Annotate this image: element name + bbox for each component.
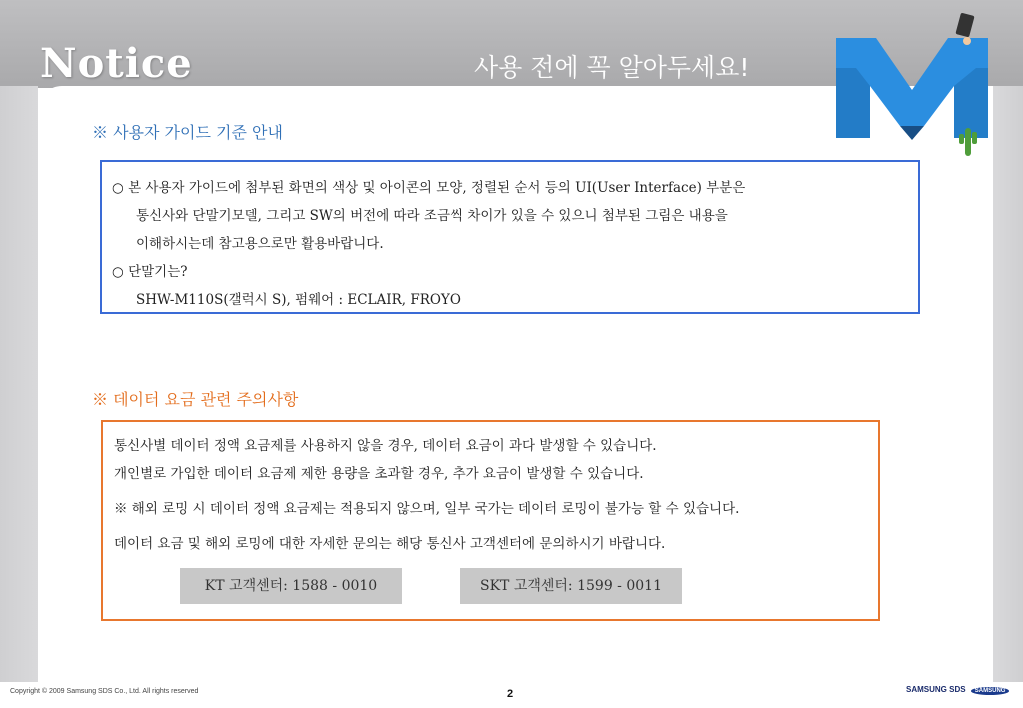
fee-line-3: ※ 해외 로밍 시 데이터 정액 요금제는 적용되지 않으며, 일부 국가는 데이터 로밍이 불가능 할 수 있습니다. (114, 501, 740, 517)
fee-line-2: 개인별로 가입한 데이터 요금제 제한 용량을 초과할 경우, 추가 요금이 발생할 수 있습니다. (114, 466, 644, 482)
brand-logo (906, 685, 1009, 695)
page-subtitle: 사용 전에 꼭 알아두세요! (474, 53, 750, 82)
left-rail (0, 86, 38, 682)
samsung-logo-icon: SAMSUNG (971, 687, 1010, 695)
user-guide-box (100, 160, 920, 314)
fee-line-4: 데이터 요금 및 해외 로밍에 대한 자세한 문의는 해당 통신사 고객센터에 문의하시기 바랍니다. (114, 536, 666, 552)
copyright-text: Copyright © 2009 Samsung SDS Co., Ltd. All rights reserved (10, 688, 199, 695)
guide-line-4: ○ 단말기는? (112, 264, 188, 280)
fee-line-1: 통신사별 데이터 정액 요금제를 사용하지 않을 경우, 데이터 요금이 과다 발생할 수 있습니다. (114, 438, 657, 454)
guide-line-3: 이해하시는데 참고용으로만 활용바랍니다. (136, 236, 384, 252)
guide-line-1: ○ 본 사용자 가이드에 첨부된 화면의 색상 및 아이콘의 모양, 정렬된 순서 등의 UI(User Interface) 부분은 (112, 180, 746, 196)
brand-text: SAMSUNG SDS (906, 685, 966, 694)
m-logo (826, 8, 998, 158)
guide-line-2: 통신사와 단말기모델, 그리고 SW의 버전에 따라 조금씩 차이가 있을 수 있으니 첨부된 그림은 내용을 (136, 208, 728, 224)
skt-contact-box: SKT 고객센터: 1599 - 0011 (460, 568, 682, 604)
right-rail (993, 86, 1023, 682)
page-title: Notice (40, 40, 193, 87)
guide-line-5: SHW-M110S(갤럭시 S), 펌웨어 : ECLAIR, FROYO (136, 292, 461, 308)
section-title-data-fee: ※ 데이터 요금 관련 주의사항 (92, 390, 299, 409)
section-title-user-guide: ※ 사용자 가이드 기준 안내 (92, 123, 283, 142)
page-number: 2 (507, 688, 514, 700)
kt-contact-box: KT 고객센터: 1588 - 0010 (180, 568, 402, 604)
